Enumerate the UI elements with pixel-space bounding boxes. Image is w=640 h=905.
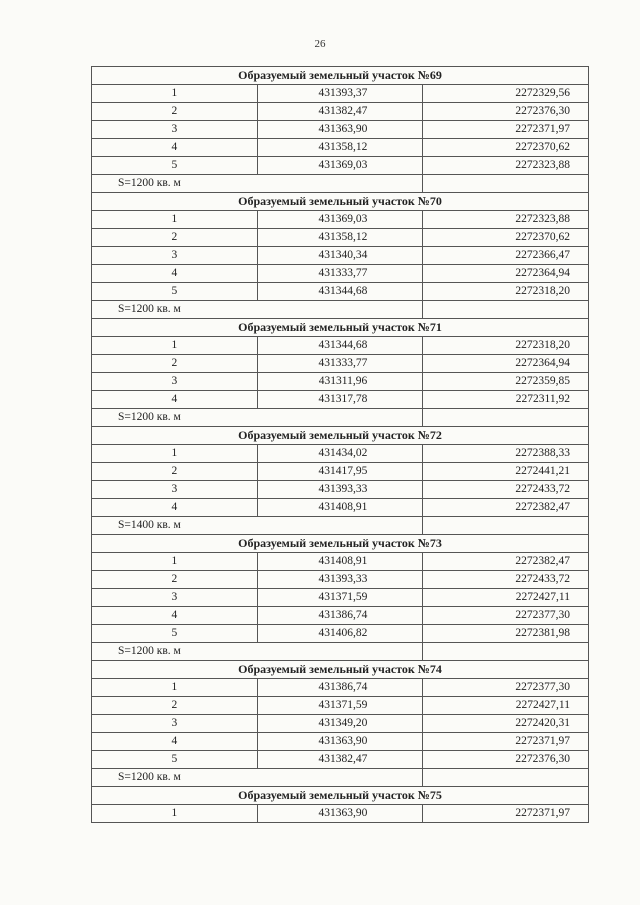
table-row	[92, 103, 589, 121]
y-coordinate-cell: 2272370,62	[423, 229, 589, 247]
y-coordinate-cell: 2272376,30	[423, 103, 589, 121]
point-number-cell: 3	[92, 715, 258, 733]
point-number-cell: 3	[92, 121, 258, 139]
section-header-row	[92, 427, 589, 445]
table-row	[92, 283, 589, 301]
table-row	[92, 391, 589, 409]
table-row	[92, 481, 589, 499]
table-row	[92, 805, 589, 823]
table-row	[92, 85, 589, 103]
y-coordinate-cell: 2272420,31	[423, 715, 589, 733]
y-coordinate-cell: 2272382,47	[423, 499, 589, 517]
point-number-cell: 4	[92, 139, 258, 157]
area-row	[92, 301, 589, 319]
x-coordinate-cell: 431393,33	[257, 481, 423, 499]
x-coordinate-cell: 431386,74	[257, 607, 423, 625]
area-value: S=1400 кв. м	[92, 517, 423, 535]
x-coordinate-cell: 431363,90	[257, 805, 423, 823]
x-coordinate-cell: 431333,77	[257, 265, 423, 283]
y-coordinate-cell: 2272318,20	[423, 337, 589, 355]
x-coordinate-cell: 431382,47	[257, 103, 423, 121]
y-coordinate-cell: 2272433,72	[423, 481, 589, 499]
x-coordinate-cell: 431371,59	[257, 589, 423, 607]
point-number-cell: 2	[92, 103, 258, 121]
area-row	[92, 517, 589, 535]
point-number-cell: 1	[92, 805, 258, 823]
section-title: Образуемый земельный участок №75	[92, 787, 589, 805]
point-number-cell: 4	[92, 607, 258, 625]
x-coordinate-cell: 431344,68	[257, 283, 423, 301]
point-number-cell: 3	[92, 373, 258, 391]
x-coordinate-cell: 431311,96	[257, 373, 423, 391]
point-number-cell: 1	[92, 553, 258, 571]
table-row	[92, 121, 589, 139]
x-coordinate-cell: 431363,90	[257, 121, 423, 139]
point-number-cell: 1	[92, 85, 258, 103]
y-coordinate-cell: 2272371,97	[423, 121, 589, 139]
point-number-cell: 2	[92, 355, 258, 373]
section-title: Образуемый земельный участок №71	[92, 319, 589, 337]
point-number-cell: 2	[92, 229, 258, 247]
point-number-cell: 4	[92, 265, 258, 283]
empty-cell	[423, 175, 589, 193]
table-row	[92, 589, 589, 607]
table-row	[92, 571, 589, 589]
x-coordinate-cell: 431344,68	[257, 337, 423, 355]
y-coordinate-cell: 2272323,88	[423, 157, 589, 175]
x-coordinate-cell: 431382,47	[257, 751, 423, 769]
table-row	[92, 139, 589, 157]
section-title: Образуемый земельный участок №72	[92, 427, 589, 445]
x-coordinate-cell: 431369,03	[257, 211, 423, 229]
y-coordinate-cell: 2272318,20	[423, 283, 589, 301]
x-coordinate-cell: 431393,37	[257, 85, 423, 103]
point-number-cell: 2	[92, 571, 258, 589]
table-row	[92, 715, 589, 733]
empty-cell	[423, 517, 589, 535]
x-coordinate-cell: 431340,34	[257, 247, 423, 265]
point-number-cell: 5	[92, 751, 258, 769]
area-value: S=1200 кв. м	[92, 409, 423, 427]
y-coordinate-cell: 2272366,47	[423, 247, 589, 265]
section-title: Образуемый земельный участок №73	[92, 535, 589, 553]
table-row	[92, 607, 589, 625]
table-row	[92, 373, 589, 391]
table-row	[92, 697, 589, 715]
y-coordinate-cell: 2272323,88	[423, 211, 589, 229]
point-number-cell: 1	[92, 211, 258, 229]
table-row	[92, 265, 589, 283]
area-row	[92, 643, 589, 661]
x-coordinate-cell: 431317,78	[257, 391, 423, 409]
table-row	[92, 625, 589, 643]
section-title: Образуемый земельный участок №74	[92, 661, 589, 679]
point-number-cell: 4	[92, 391, 258, 409]
point-number-cell: 1	[92, 679, 258, 697]
table-row	[92, 229, 589, 247]
table-row	[92, 337, 589, 355]
section-header-row	[92, 319, 589, 337]
x-coordinate-cell: 431363,90	[257, 733, 423, 751]
x-coordinate-cell: 431406,82	[257, 625, 423, 643]
land-plots-coordinates-table	[91, 66, 589, 823]
y-coordinate-cell: 2272359,85	[423, 373, 589, 391]
section-header-row	[92, 535, 589, 553]
y-coordinate-cell: 2272376,30	[423, 751, 589, 769]
x-coordinate-cell: 431358,12	[257, 139, 423, 157]
point-number-cell: 3	[92, 481, 258, 499]
x-coordinate-cell: 431358,12	[257, 229, 423, 247]
y-coordinate-cell: 2272427,11	[423, 589, 589, 607]
empty-cell	[423, 769, 589, 787]
area-value: S=1200 кв. м	[92, 769, 423, 787]
section-header-row	[92, 193, 589, 211]
area-row	[92, 409, 589, 427]
y-coordinate-cell: 2272371,97	[423, 805, 589, 823]
empty-cell	[423, 301, 589, 319]
x-coordinate-cell: 431333,77	[257, 355, 423, 373]
y-coordinate-cell: 2272441,21	[423, 463, 589, 481]
table-row	[92, 211, 589, 229]
table-row	[92, 445, 589, 463]
table-row	[92, 355, 589, 373]
x-coordinate-cell: 431417,95	[257, 463, 423, 481]
x-coordinate-cell: 431369,03	[257, 157, 423, 175]
point-number-cell: 2	[92, 463, 258, 481]
point-number-cell: 4	[92, 499, 258, 517]
section-header-row	[92, 787, 589, 805]
area-value: S=1200 кв. м	[92, 301, 423, 319]
point-number-cell: 5	[92, 625, 258, 643]
table-row	[92, 499, 589, 517]
area-value: S=1200 кв. м	[92, 643, 423, 661]
y-coordinate-cell: 2272382,47	[423, 553, 589, 571]
x-coordinate-cell: 431393,33	[257, 571, 423, 589]
y-coordinate-cell: 2272388,33	[423, 445, 589, 463]
point-number-cell: 3	[92, 589, 258, 607]
table-row	[92, 751, 589, 769]
x-coordinate-cell: 431349,20	[257, 715, 423, 733]
section-title: Образуемый земельный участок №69	[92, 67, 589, 85]
table-row	[92, 679, 589, 697]
table-row	[92, 733, 589, 751]
section-title: Образуемый земельный участок №70	[92, 193, 589, 211]
area-value: S=1200 кв. м	[92, 175, 423, 193]
x-coordinate-cell: 431434,02	[257, 445, 423, 463]
point-number-cell: 2	[92, 697, 258, 715]
table-row	[92, 463, 589, 481]
table-row	[92, 553, 589, 571]
x-coordinate-cell: 431408,91	[257, 553, 423, 571]
point-number-cell: 1	[92, 445, 258, 463]
x-coordinate-cell: 431386,74	[257, 679, 423, 697]
y-coordinate-cell: 2272329,56	[423, 85, 589, 103]
y-coordinate-cell: 2272427,11	[423, 697, 589, 715]
table-row	[92, 247, 589, 265]
area-row	[92, 175, 589, 193]
y-coordinate-cell: 2272433,72	[423, 571, 589, 589]
y-coordinate-cell: 2272377,30	[423, 607, 589, 625]
x-coordinate-cell: 431408,91	[257, 499, 423, 517]
y-coordinate-cell: 2272370,62	[423, 139, 589, 157]
point-number-cell: 4	[92, 733, 258, 751]
y-coordinate-cell: 2272364,94	[423, 265, 589, 283]
section-header-row	[92, 661, 589, 679]
point-number-cell: 5	[92, 283, 258, 301]
y-coordinate-cell: 2272377,30	[423, 679, 589, 697]
table-row	[92, 157, 589, 175]
point-number-cell: 1	[92, 337, 258, 355]
empty-cell	[423, 409, 589, 427]
y-coordinate-cell: 2272364,94	[423, 355, 589, 373]
section-header-row	[92, 67, 589, 85]
point-number-cell: 3	[92, 247, 258, 265]
y-coordinate-cell: 2272381,98	[423, 625, 589, 643]
point-number-cell: 5	[92, 157, 258, 175]
y-coordinate-cell: 2272311,92	[423, 391, 589, 409]
y-coordinate-cell: 2272371,97	[423, 733, 589, 751]
empty-cell	[423, 643, 589, 661]
area-row	[92, 769, 589, 787]
x-coordinate-cell: 431371,59	[257, 697, 423, 715]
page-number: 26	[314, 38, 326, 50]
